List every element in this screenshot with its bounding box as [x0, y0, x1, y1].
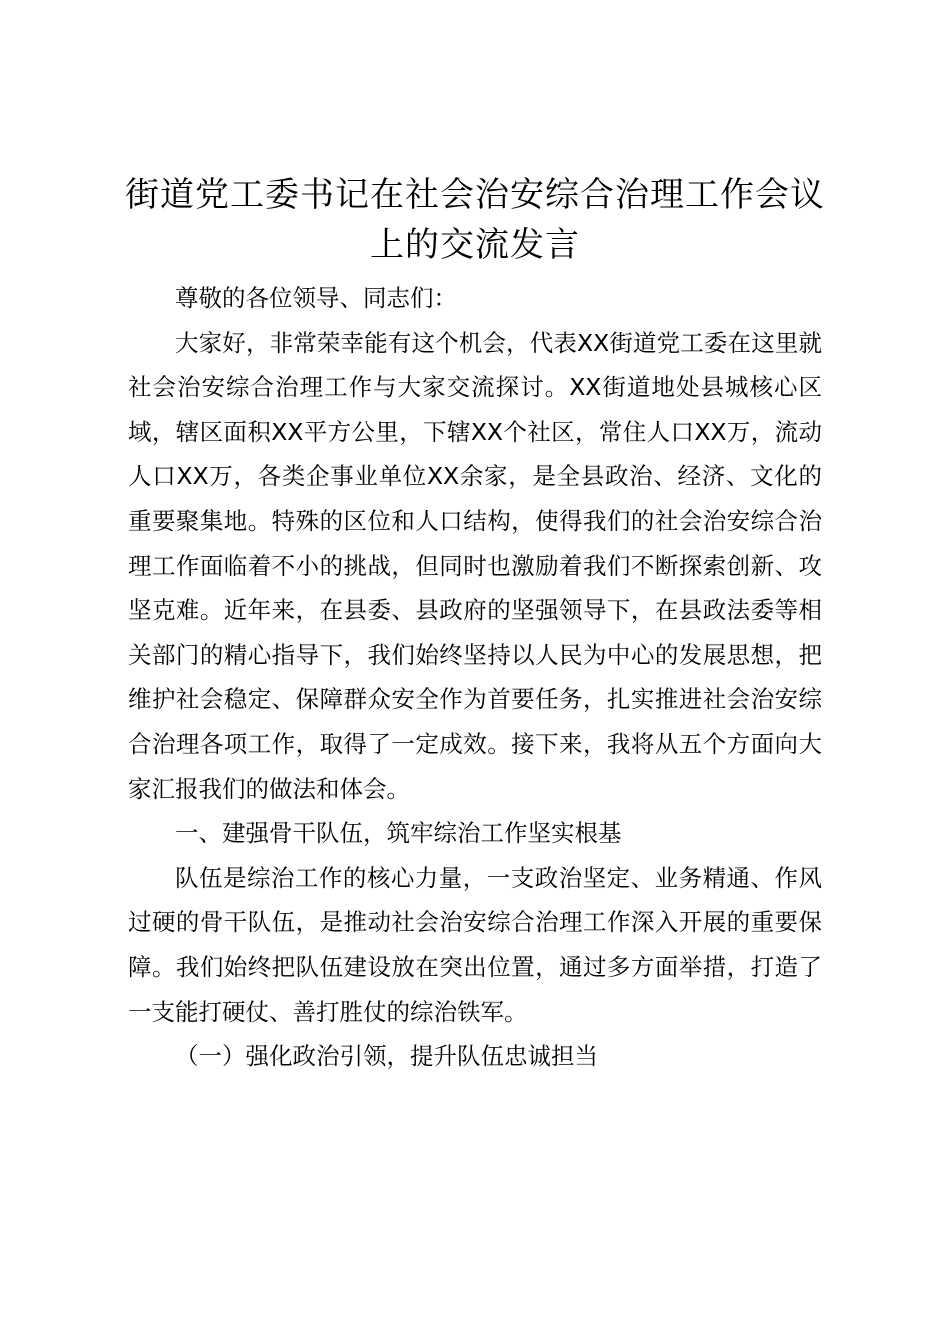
- paragraph-intro: 大家好，非常荣幸能有这个机会，代表XX街道党工委在这里就社会治安综合治理工作与大家交流探讨。XX街道地处县城核心区域，辖区面积XX平方公里，下辖XX个社区，常住人口XX万，流动人口XX万，各类企事业单位XX余家，是全县政治、经济、文化的重要聚集地。特殊的区位和人口结构，使得我们的社会治安综合治理工作面临着不小的挑战，但同时也激励着我们不断探索创新、攻坚克难。近年来，在县委、县政府的坚强领导下，在县政法委等相关部门的精心指导下，我们始终坚持以人民为中心的发展思想，把维护社会稳定、保障群众安全作为首要任务，扎实推进社会治安综合治理各项工作，取得了一定成效。接下来，我将从五个方面向大家汇报我们的做法和体会。: [128, 328, 822, 803]
- document-body: [128, 276, 822, 1079]
- section-heading-1: 一、建强骨干队伍，筑牢综治工作坚实根基: [175, 819, 622, 848]
- salutation: 尊敬的各位领导、同志们：: [175, 284, 457, 312]
- subsection-heading-1: （一）强化政治引领，提升队伍忠诚担当: [175, 1042, 598, 1071]
- paragraph-team: 队伍是综治工作的核心力量，一支政治坚定、业务精通、作风过硬的骨干队伍，是推动社会治安综合治理工作深入开展的重要保障。我们始终把队伍建设放在突出位置，通过多方面举措，打造了一支能打硬仗、善打胜仗的综治铁军。: [128, 863, 822, 1026]
- document-title: 街道党工委书记在社会治安综合治理工作会议上的交流发言: [125, 175, 825, 265]
